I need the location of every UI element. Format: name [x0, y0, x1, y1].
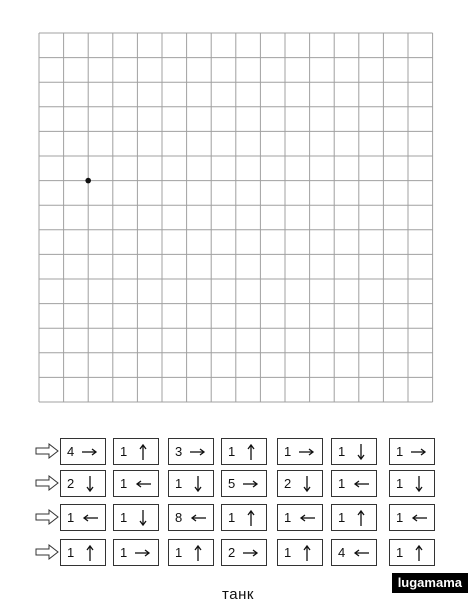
step-count: 1 [396, 444, 404, 459]
command-box [389, 504, 435, 531]
arrow-down-icon [352, 443, 370, 461]
command-box [277, 470, 323, 497]
step-count: 2 [228, 545, 236, 560]
step-count: 1 [284, 444, 292, 459]
picture-title: танк [222, 586, 254, 603]
step-count: 1 [67, 545, 75, 560]
arrow-up-icon [352, 509, 370, 527]
step-count: 1 [120, 510, 128, 525]
step-count: 1 [120, 444, 128, 459]
arrow-right-icon [298, 443, 316, 461]
arrow-left-icon [81, 509, 99, 527]
step-count: 1 [228, 510, 236, 525]
arrow-up-icon [189, 544, 207, 562]
arrow-right-icon [242, 475, 260, 493]
arrow-up-icon [81, 544, 99, 562]
command-box [277, 504, 323, 531]
row-pointer-icon [35, 544, 59, 560]
command-box [60, 539, 106, 566]
row-pointer-icon [35, 475, 59, 491]
step-count: 4 [338, 545, 346, 560]
start-point-dot [85, 178, 91, 184]
command-box [168, 504, 214, 531]
step-count: 1 [396, 545, 404, 560]
command-box [168, 470, 214, 497]
arrow-left-icon [134, 475, 152, 493]
arrow-left-icon [189, 509, 207, 527]
arrow-left-icon [298, 509, 316, 527]
step-count: 1 [120, 545, 128, 560]
arrow-down-icon [134, 509, 152, 527]
arrow-up-icon [298, 544, 316, 562]
step-count: 1 [120, 476, 128, 491]
command-box [113, 470, 159, 497]
command-box [60, 470, 106, 497]
command-box [221, 470, 267, 497]
command-box [389, 470, 435, 497]
watermark-logo: lugamama [392, 573, 468, 593]
command-box [331, 470, 377, 497]
command-box [389, 438, 435, 465]
command-box [60, 504, 106, 531]
step-count: 8 [175, 510, 183, 525]
step-count: 1 [228, 444, 236, 459]
instruction-row [0, 468, 476, 498]
command-box [277, 539, 323, 566]
step-count: 1 [175, 476, 183, 491]
row-pointer-icon [35, 443, 59, 459]
step-count: 1 [338, 444, 346, 459]
arrow-right-icon [134, 544, 152, 562]
command-box [113, 438, 159, 465]
command-box [331, 539, 377, 566]
row-pointer-icon [35, 509, 59, 525]
command-box [113, 539, 159, 566]
arrow-left-icon [352, 475, 370, 493]
arrow-up-icon [410, 544, 428, 562]
step-count: 2 [67, 476, 75, 491]
instruction-row [0, 502, 476, 532]
arrow-right-icon [81, 443, 99, 461]
command-box [331, 504, 377, 531]
arrow-left-icon [352, 544, 370, 562]
command-box [331, 438, 377, 465]
step-count: 1 [284, 545, 292, 560]
step-count: 5 [228, 476, 236, 491]
command-box [168, 539, 214, 566]
step-count: 1 [396, 510, 404, 525]
step-count: 4 [67, 444, 75, 459]
step-count: 1 [67, 510, 75, 525]
step-count: 1 [338, 510, 346, 525]
step-count: 3 [175, 444, 183, 459]
command-box [60, 438, 106, 465]
arrow-up-icon [134, 443, 152, 461]
arrow-down-icon [189, 475, 207, 493]
arrow-up-icon [242, 509, 260, 527]
command-box [168, 438, 214, 465]
arrow-right-icon [242, 544, 260, 562]
step-count: 1 [284, 510, 292, 525]
arrow-down-icon [81, 475, 99, 493]
command-box [221, 539, 267, 566]
instruction-row [0, 436, 476, 466]
arrow-down-icon [298, 475, 316, 493]
command-box [113, 504, 159, 531]
arrow-up-icon [242, 443, 260, 461]
arrow-left-icon [410, 509, 428, 527]
instruction-row [0, 537, 476, 567]
step-count: 2 [284, 476, 292, 491]
step-count: 1 [175, 545, 183, 560]
command-box [277, 438, 323, 465]
command-box [389, 539, 435, 566]
step-count: 1 [338, 476, 346, 491]
step-count: 1 [396, 476, 404, 491]
arrow-right-icon [410, 443, 428, 461]
command-box [221, 438, 267, 465]
command-box [221, 504, 267, 531]
arrow-down-icon [410, 475, 428, 493]
arrow-right-icon [189, 443, 207, 461]
